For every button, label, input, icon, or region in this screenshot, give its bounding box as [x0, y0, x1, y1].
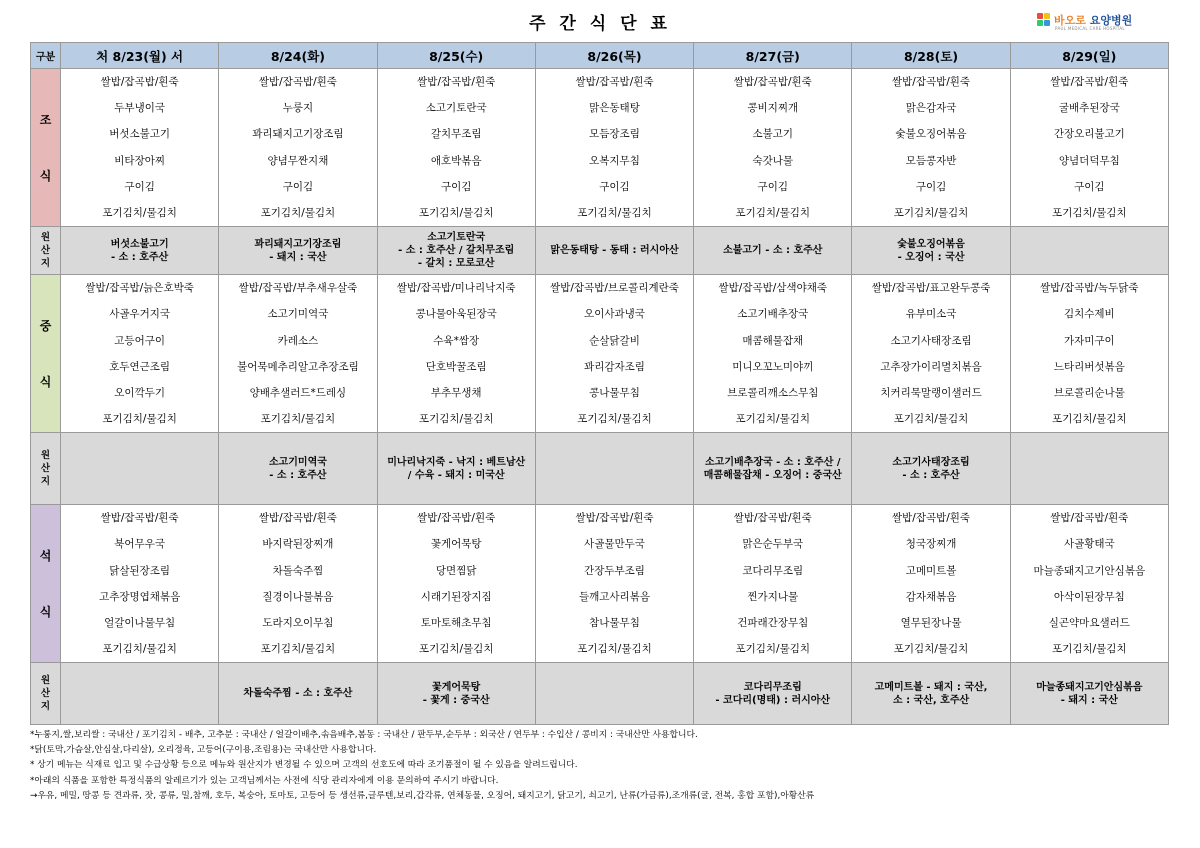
menu-item: 쌀밥/잡곡밥/흰죽 — [575, 512, 654, 525]
menu-item: 콩나물무침 — [589, 386, 640, 399]
menu-item: 소고기미역국 — [267, 308, 329, 321]
menu-item: 쌀밥/잡곡밥/흰죽 — [258, 76, 337, 88]
menu-item: 당면찜닭 — [435, 564, 477, 577]
origin-cell: 차돌숙주찜 - 소 : 호주산 — [219, 663, 377, 725]
origin-cell: 소고기배추장국 - 소 : 호주산 / 매콤해물잡채 - 오징어 : 중국산 — [694, 433, 852, 505]
origin-cell — [1010, 433, 1168, 505]
dinner-day-cell — [694, 505, 852, 663]
menu-item: 포기김치/물김치 — [102, 643, 177, 656]
page-title: 주 간 식 단 표 — [529, 14, 671, 34]
menu-item: 얼갈이나물무침 — [104, 617, 176, 629]
menu-item: 꽃게어묵탕 — [430, 538, 482, 551]
origin-cell: 꽃게어묵탕 - 꽃게 : 중국산 — [377, 663, 535, 725]
menu-item: 양배추샐러드*드레싱 — [249, 386, 347, 399]
menu-item: 쌀밥/잡곡밥/흰죽 — [100, 76, 179, 88]
dinner-row — [31, 505, 1169, 663]
menu-item: 사골물만두국 — [584, 538, 645, 551]
menu-item: 맑은순두부국 — [742, 538, 804, 551]
day-header: 8/28(토) — [852, 43, 1010, 69]
menu-item: 순살닭갈비 — [589, 334, 640, 347]
note-line: →우유, 메밀, 땅콩 등 견과류, 잣, 콩류, 밀,참깨, 호두, 복숭아, 토마토, 고등어 등 생선류,글루텐,보리,갑각류, 연체동물, 오징어, 돼지고기, 닭고기, 쇠고기, 난류(가금류),조개류(굴, 전복, 홍합 포함),아황산류 — [30, 790, 815, 801]
menu-item: 불어묵메추리알고추장조림 — [237, 360, 359, 373]
origin-cell: 소불고기 - 소 : 호주산 — [694, 227, 852, 275]
breakfast-day-cell — [694, 69, 852, 227]
menu-item: 포기김치/물김치 — [735, 413, 811, 426]
menu-item: 오복지무침 — [589, 154, 640, 167]
origin-cell — [535, 663, 693, 725]
menu-item: 포기김치/물김치 — [735, 206, 811, 219]
menu-item: 김치수제비 — [1063, 308, 1115, 321]
menu-item: 포기김치/물김치 — [260, 206, 336, 219]
menu-item: 청국장찌개 — [905, 538, 957, 551]
menu-item: 쌀밥/잡곡밥/흰죽 — [100, 512, 179, 525]
lunch-day-cell — [852, 275, 1010, 433]
menu-item: 호두연근조림 — [109, 360, 171, 373]
dinner-day-cell — [219, 505, 377, 663]
origin-cell: 고메미트볼 - 돼지 : 국산, 소 : 국산, 호주산 — [852, 663, 1010, 725]
menu-item: 포기김치/물김치 — [1052, 206, 1127, 219]
menu-item: 사골황태국 — [1063, 538, 1115, 551]
menu-item: 애호박볶음 — [430, 154, 482, 167]
menu-item: 쌀밥/잡곡밥/흰죽 — [1050, 76, 1129, 88]
menu-item: 포기김치/물김치 — [418, 413, 494, 426]
dinner-day-cell — [852, 505, 1010, 663]
menu-item: 마늘종돼지고기안심볶음 — [1033, 564, 1146, 577]
dinner_origin-row — [31, 663, 1169, 725]
menu-item: 미니오꼬노미야끼 — [732, 360, 814, 373]
menu-item: 도라지오이무침 — [262, 617, 334, 629]
menu-item: 쌀밥/잡곡밥/흰죽 — [733, 512, 812, 525]
origin-cell: 코다리무조림 - 코다리(명태) : 러시아산 — [694, 663, 852, 725]
menu-item: 소고기배추장국 — [737, 308, 809, 321]
menu-item: 맑은동태탕 — [589, 102, 640, 115]
category-header: 구분 — [31, 43, 61, 69]
menu-item: 비타장아찌 — [114, 154, 165, 167]
menu-item: 숙갓나물 — [752, 154, 794, 167]
menu-item: 포기김치/물김치 — [102, 206, 177, 219]
origin-cell — [535, 433, 693, 505]
menu-item: 간장오리불고기 — [1053, 128, 1125, 141]
menu-item: 포기김치/물김치 — [1052, 643, 1127, 656]
origin-cell: 버섯소불고기 - 소 : 호주산 — [61, 227, 219, 275]
menu-item: 콩비지찌개 — [747, 102, 799, 115]
dinner_origin-label: 원 산 지 — [31, 663, 61, 725]
lunch_origin-row — [31, 433, 1169, 505]
menu-item: 부추무생채 — [430, 386, 482, 399]
menu-item: 고메미트볼 — [905, 564, 957, 577]
day-header: 8/27(금) — [694, 43, 852, 69]
menu-item: 가자미구이 — [1063, 334, 1115, 347]
dinner-label: 석 식 — [31, 505, 61, 663]
notes — [30, 728, 1170, 804]
origin-cell: 꽈리돼지고기장조림 - 돼지 : 국산 — [219, 227, 377, 275]
menu-item: 포기김치/물김치 — [893, 206, 969, 219]
menu-item: 건파래간장무침 — [737, 617, 809, 629]
menu-item: 쌀밥/잡곡밥/흰죽 — [575, 76, 654, 88]
menu-item: 꽈리돼지고기장조림 — [252, 128, 344, 141]
menu-item: 아삭이된장무침 — [1053, 590, 1125, 603]
menu-item: 감자채볶음 — [905, 590, 957, 603]
menu-item: 소불고기 — [752, 128, 794, 141]
menu-item: 바지락된장찌개 — [262, 538, 334, 551]
menu-item: 토마토해초무침 — [420, 617, 492, 629]
logo-subtitle: PAUL MEDICAL CARE HOSPITAL — [1055, 26, 1125, 31]
day-header: 8/29(일) — [1010, 43, 1168, 69]
menu-item: 쌀밥/잡곡밥/녹두닭죽 — [1040, 282, 1139, 295]
breakfast-day-cell — [1010, 69, 1168, 227]
menu-item: 굴배추된장국 — [1058, 102, 1120, 115]
origin-cell: 미나리낙지죽 - 낙지 : 베트남산 / 수육 - 돼지 : 미국산 — [377, 433, 535, 505]
breakfast-day-cell — [219, 69, 377, 227]
lunch-day-cell — [694, 275, 852, 433]
menu-item: 브로콜리순나물 — [1053, 386, 1125, 399]
menu-item: 쌀밥/잡곡밥/흰죽 — [417, 76, 496, 88]
origin-cell: 마늘종돼지고기안심볶음 - 돼지 : 국산 — [1010, 663, 1168, 725]
menu-item: 갈치무조림 — [430, 128, 482, 141]
menu-item: 매콤해물잡채 — [742, 334, 804, 347]
note-line: *누룽지,쌀,보리쌀 : 국내산 / 포기김치 - 배추, 고추분 : 국내산 / 얼갈이배추,솎음배추,봄동 : 국내산 / 판두부,순두부 : 외국산 / 연두부 : 수입산 / 콩비지 : 국내산만 사용합니다. — [30, 730, 698, 740]
menu-item: 쌀밥/잡곡밥/흰죽 — [892, 76, 971, 88]
menu-item: 치커리묵말랭이샐러드 — [880, 386, 982, 399]
menu-item: 시래기된장지짐 — [420, 590, 492, 603]
menu-item: 코다리무조림 — [742, 564, 804, 577]
lunch-day-cell — [535, 275, 693, 433]
logo-text: 바오로 요양병원 — [1054, 14, 1133, 27]
note-line: *닭(토막,가슴살,안심살,다리살), 오리정육, 고등어(구이용,조림용)는 국내산만 사용합니다. — [30, 745, 377, 756]
menu-item: 쌀밥/잡곡밥/삼색야채죽 — [718, 282, 828, 295]
menu-item: 포기김치/물김치 — [102, 413, 177, 426]
lunch-row — [31, 275, 1169, 433]
breakfast-day-cell — [535, 69, 693, 227]
day-header: 8/25(수) — [377, 43, 535, 69]
menu-item: 브로콜리깨소스무침 — [727, 386, 819, 399]
menu-item: 꽈리감자조림 — [584, 360, 645, 373]
menu-item: 포기김치/물김치 — [418, 643, 494, 656]
menu-item: 질경이나물볶음 — [262, 590, 334, 603]
origin-cell: 소고기사태장조림 - 소 : 호주산 — [852, 433, 1010, 505]
lunch-label: 중 식 — [31, 275, 61, 433]
menu-item: 포기김치/물김치 — [577, 413, 652, 426]
menu-item: 모듬콩자반 — [905, 154, 957, 167]
menu-item: 쌀밥/잡곡밥/흰죽 — [892, 512, 971, 525]
breakfast-day-cell — [61, 69, 219, 227]
origin-cell: 숯불오징어볶음 - 오징어 : 국산 — [852, 227, 1010, 275]
menu-item: 포기김치/물김치 — [893, 413, 969, 426]
menu-item: 카레소스 — [277, 334, 319, 347]
menu-item: 콩나물아욱된장국 — [415, 308, 497, 321]
day-header: 8/24(화) — [219, 43, 377, 69]
menu-item: 쌀밥/잡곡밥/표고완두콩죽 — [871, 282, 991, 295]
dinner-day-cell — [61, 505, 219, 663]
breakfast-day-cell — [852, 69, 1010, 227]
menu-item: 모듬장조림 — [589, 128, 640, 141]
menu-item: 포기김치/물김치 — [735, 643, 811, 656]
breakfast_origin-label: 원 산 지 — [31, 227, 61, 275]
menu-item: 누룽지 — [282, 102, 314, 115]
menu-item: 구이김 — [599, 180, 630, 193]
menu-item: 쌀밥/잡곡밥/부추새우살죽 — [238, 282, 358, 295]
menu-item: 양념무짠지채 — [267, 154, 329, 167]
origin-cell: 소고기토란국 - 소 : 호주산 / 갈치무조림 - 갈치 : 모로코산 — [377, 227, 535, 275]
dinner-day-cell — [1010, 505, 1168, 663]
menu-item: 구이김 — [124, 180, 155, 193]
header-row — [31, 43, 1169, 69]
menu-item: 간장두부조림 — [584, 564, 645, 577]
menu-item: 닭살된장조림 — [109, 564, 171, 577]
menu-item: 쌀밥/잡곡밥/브로콜리계란죽 — [550, 282, 679, 295]
menu-item: 구이김 — [440, 180, 472, 193]
menu-item: 포기김치/물김치 — [260, 643, 336, 656]
menu-item: 실곤약마요샐러드 — [1048, 617, 1130, 629]
menu-item: 포기김치/물김치 — [1052, 413, 1127, 426]
menu-item: 소고기사태장조림 — [890, 334, 972, 347]
origin-cell — [61, 663, 219, 725]
lunch-day-cell — [219, 275, 377, 433]
menu-item: 구이김 — [915, 180, 947, 193]
menu-item: 느타리버섯볶음 — [1053, 360, 1125, 373]
menu-item: 오이깍두기 — [114, 386, 165, 399]
menu-item: 포기김치/물김치 — [260, 413, 336, 426]
menu-item: 사골우거지국 — [109, 308, 171, 321]
menu-item: 참나물무침 — [589, 617, 640, 629]
menu-item: 단호박꿀조림 — [425, 360, 487, 373]
menu-item: 포기김치/물김치 — [893, 643, 969, 656]
menu-item: 소고기토란국 — [425, 102, 487, 115]
menu-item: 찐가지나물 — [747, 590, 799, 603]
menu-item: 고추장명엽채볶음 — [99, 590, 181, 603]
origin-cell — [1010, 227, 1168, 275]
menu-item: 구이김 — [1074, 180, 1105, 193]
menu-item: 열무된장나물 — [900, 617, 962, 629]
menu-item: 양념더덕무침 — [1058, 154, 1120, 167]
menu-item: 오이사과냉국 — [584, 308, 645, 321]
menu-item: 구이김 — [757, 180, 788, 193]
logo-icon — [1037, 13, 1051, 27]
origin-cell: 맑은동태탕 - 동태 : 러시아산 — [535, 227, 693, 275]
menu-item: 쌀밥/잡곡밥/흰죽 — [733, 76, 812, 88]
menu-item: 고등어구이 — [114, 334, 165, 347]
breakfast_origin-row — [31, 227, 1169, 275]
menu-item: 고추장가이리멸치볶음 — [880, 360, 982, 373]
note-line: * 상기 메뉴는 식재료 입고 및 수급상황 등으로 메뉴와 원산지가 변경될 수 있으며 고객의 선호도에 따라 조기품절이 될 수 있음을 알려드립니다. — [30, 760, 578, 771]
menu-item: 버섯소불고기 — [109, 128, 171, 141]
menu-item: 쌀밥/잡곡밥/흰죽 — [417, 512, 496, 525]
menu-item: 유부미소국 — [905, 308, 957, 321]
lunch-day-cell — [377, 275, 535, 433]
menu-item: 포기김치/물김치 — [418, 206, 494, 219]
lunch-day-cell — [1010, 275, 1168, 433]
menu-item: 차돌숙주찜 — [272, 564, 324, 577]
note-line: *아래의 식품을 포함한 특정식품의 알레르기가 있는 고객님께서는 사전에 식당 관리자에게 이용 문의하여 주시기 바랍니다. — [30, 775, 499, 786]
lunch-day-cell — [61, 275, 219, 433]
menu-item: 쌀밥/잡곡밥/흰죽 — [1050, 512, 1129, 525]
menu-item: 북어무우국 — [114, 538, 165, 551]
breakfast-row — [31, 69, 1169, 227]
breakfast-label: 조 식 — [31, 69, 61, 227]
menu-item: 숯불오징어볶음 — [895, 128, 967, 141]
dinner-day-cell — [535, 505, 693, 663]
breakfast-day-cell — [377, 69, 535, 227]
menu-item: 두부냉이국 — [114, 102, 165, 115]
menu-item: 쌀밥/잡곡밥/늙은호박죽 — [85, 282, 194, 295]
weekly-menu-table — [30, 42, 1169, 725]
menu-item: 맑은감자국 — [905, 102, 957, 115]
dinner-day-cell — [377, 505, 535, 663]
day-header: 처 8/23(월) 서 — [61, 43, 219, 69]
menu-item: 포기김치/물김치 — [577, 643, 652, 656]
menu-item: 구이김 — [282, 180, 314, 193]
lunch_origin-label: 원 산 지 — [31, 433, 61, 505]
origin-cell — [61, 433, 219, 505]
menu-item: 포기김치/물김치 — [577, 206, 652, 219]
origin-cell: 소고기미역국 - 소 : 호주산 — [219, 433, 377, 505]
day-header: 8/26(목) — [535, 43, 693, 69]
menu-item: 들깨고사리볶음 — [578, 590, 650, 603]
menu-item: 수육*쌈장 — [433, 334, 480, 347]
menu-item: 쌀밥/잡곡밥/미나리낙지죽 — [396, 282, 516, 295]
menu-item: 쌀밥/잡곡밥/흰죽 — [258, 512, 337, 525]
